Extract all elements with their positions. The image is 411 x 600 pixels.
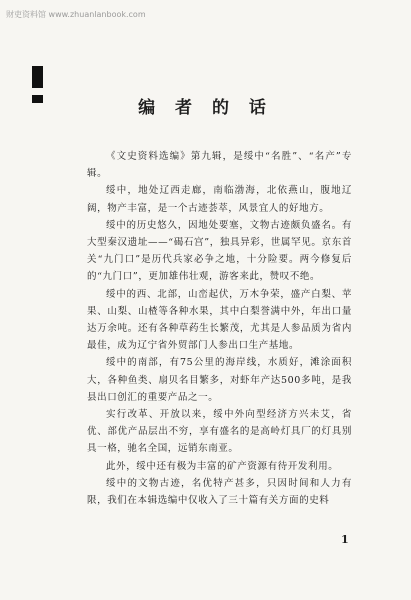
paragraph: 实行改革、开放以来，绥中外向型经济方兴未艾，省优、部优产品层出不穷，享有盛名的是高岭灯具厂的灯具别具一格，驰名全国，远销东南亚。 — [87, 409, 352, 455]
page-number: 1 — [341, 533, 349, 546]
paragraph: 绥中的文物古迹，名优特产甚多，只因时间和人力有限，我们在本辑选编中仅收入了三十篇有关方面的史料 — [87, 477, 352, 507]
paragraph: 此外，绥中还有极为丰富的矿产资源有待开发利用。 — [106, 460, 339, 472]
paragraph: 绥中的南部，有75公里的海岸线，水质好，滩涂面积大，各种鱼类、扇贝名目繁多，对虾年产达500多吨，是我县出口创汇的重要产品之一。 — [87, 357, 352, 403]
margin-bar — [32, 66, 43, 88]
watermark: 财吏资料馆 www.zhuanlanbook.com — [6, 10, 146, 19]
page-title: 编 者 的 话 — [138, 98, 273, 118]
paragraph: 绥中，地处辽西走廊，南临渤海，北依燕山，腹地辽阔，物产丰富，是一个古迹荟萃，风景宜人的好地方。 — [87, 185, 352, 214]
paragraph: 绥中的历史悠久，因地处要塞，文物古迹颇负盛名。有大型秦汉遗址——“碣石宫”，独具异彩，世属罕见。京东首关“九门口”是历代兵家必争之地，十分险要。两今修复后的“九门口”，更加雄伟壮观，游客来此，赞叹不绝。 — [87, 219, 352, 283]
body-text — [87, 148, 352, 509]
paragraph: 绥中的西、北部，山峦起伏，万木争荣，盛产白梨、苹果、山梨、山楂等各种水果，其中白梨誉满中外，年出口量达万余吨。还有各种草药生长繁茂，尤其是人参品质为省内最佳，成为辽宁省外贸部门人参出口生产基地。 — [87, 288, 352, 352]
paragraph: 《文史资料选编》第九辑，是绥中“名胜”、“名产”专辑。 — [87, 151, 352, 180]
